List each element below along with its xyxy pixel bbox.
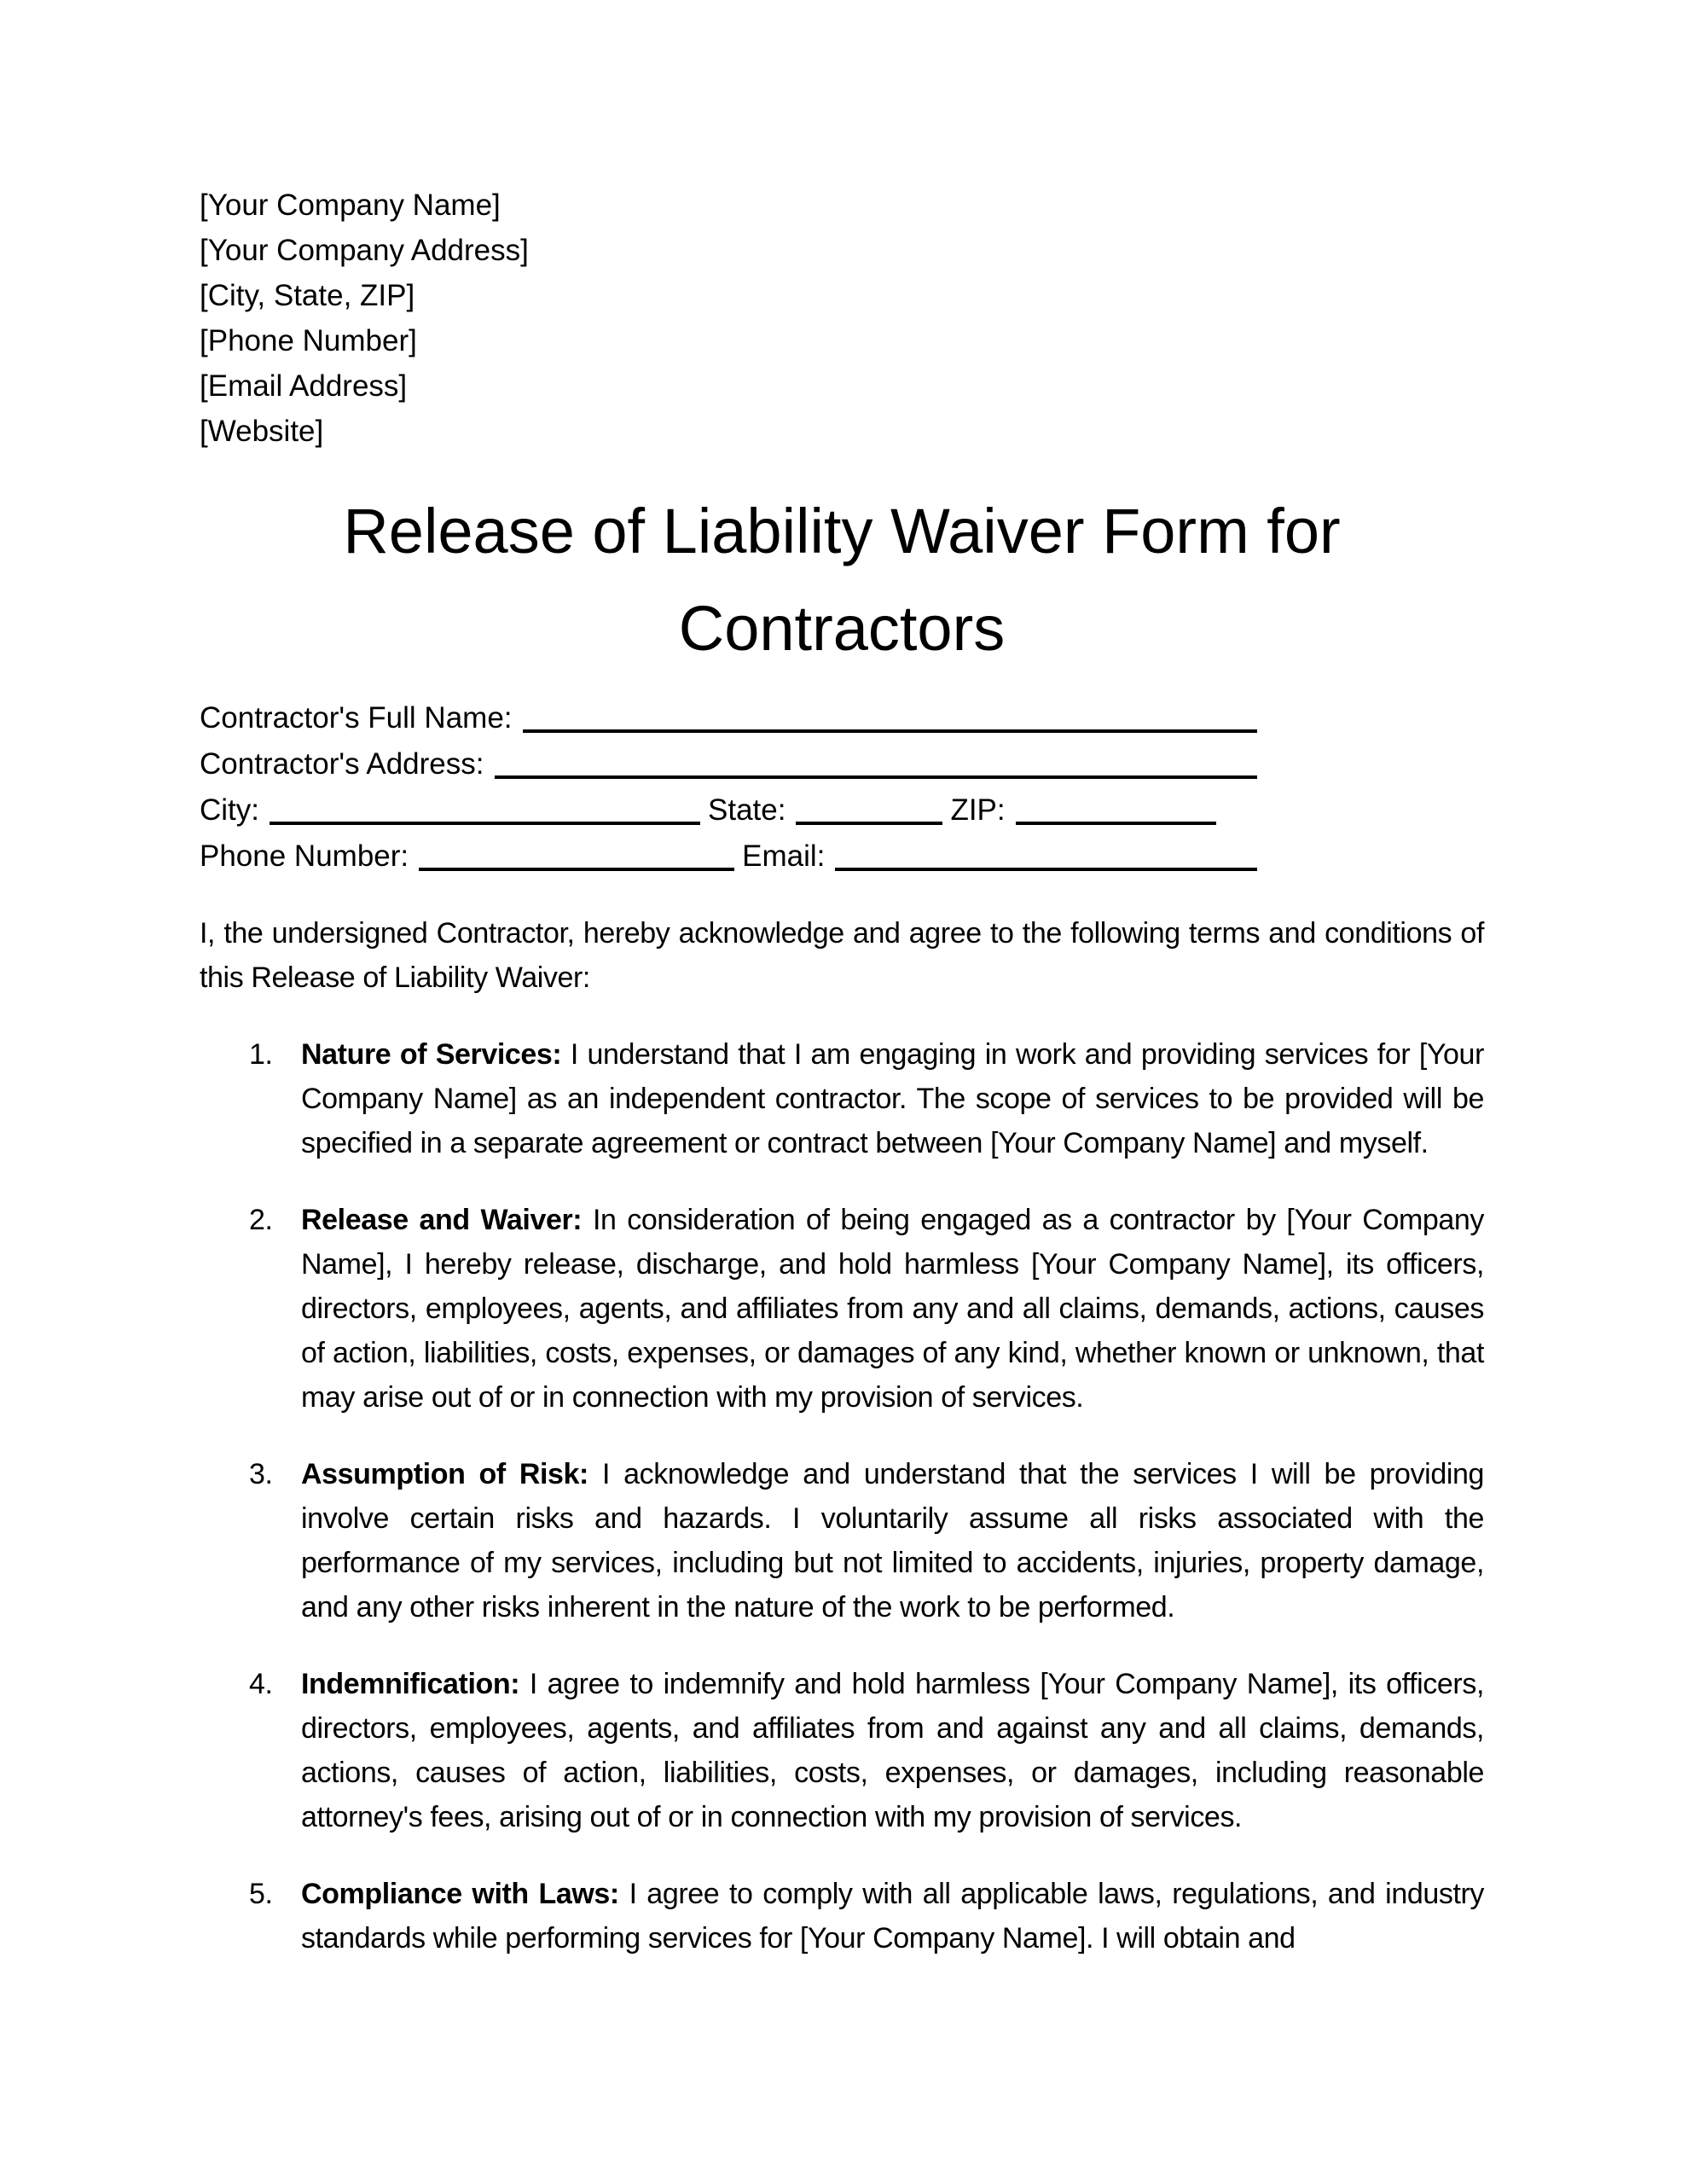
letterhead-company-name: [Your Company Name] — [200, 189, 501, 222]
email-input-line[interactable] — [835, 868, 1257, 871]
letterhead-city-state-zip: [City, State, ZIP] — [200, 279, 415, 312]
term-number: 1. — [249, 1038, 273, 1071]
zip-input-line[interactable] — [1016, 822, 1216, 825]
term-heading: Assumption of Risk: — [301, 1458, 588, 1490]
letterhead-phone: [Phone Number] — [200, 324, 417, 357]
term-number: 5. — [249, 1878, 273, 1910]
zip-label: ZIP: — [950, 793, 1006, 827]
email-label: Email: — [742, 839, 826, 873]
city-label: City: — [200, 793, 259, 827]
term-body-text: In consideration of being engaged as a contractor by [Your Company Name], I hereby release, discharge, and hold harmless [Your Company Name], its officers, directors, employees, agents, and affiliates from any and all claims, demands, actions, causes of action, liabilities, costs, expenses, or damages of any kind, whether known or unknown, that may arise out of or in connection with my provision of services. — [301, 1204, 1485, 1414]
term-item-compliance-with-laws — [200, 1872, 1484, 1960]
term-item-assumption-of-risk — [200, 1452, 1484, 1629]
address-input-line[interactable] — [495, 775, 1258, 779]
term-item-indemnification — [200, 1662, 1484, 1839]
term-heading: Indemnification: — [301, 1668, 520, 1700]
term-number: 3. — [249, 1458, 273, 1490]
state-label: State: — [708, 793, 786, 827]
letterhead-email: [Email Address] — [200, 369, 408, 403]
field-row-full-name — [200, 689, 1257, 735]
term-number: 2. — [249, 1204, 273, 1236]
page-title: Release of Liability Waiver Form for Contractors — [343, 496, 1341, 664]
term-heading: Nature of Services: — [301, 1038, 562, 1071]
term-body-text: I acknowledge and understand that the services I will be providing involve certain risks and hazards. I voluntarily assume all risks associated with the performance of my services, including but not limited to accidents, injuries, property damage, and any other risks inherent in the nature of the work to be performed. — [301, 1458, 1484, 1623]
term-text — [301, 1032, 1484, 1165]
full-name-input-line[interactable] — [523, 729, 1257, 733]
term-body-text: I understand that I am engaging in work and providing services for [Your Company Name] as an independent contractor. The scope of services to be provided will be specified in a separate agreement or contract between [Your Company Name] and myself. — [301, 1038, 1484, 1159]
letterhead — [200, 183, 1484, 454]
field-row-address — [200, 735, 1257, 781]
term-text — [301, 1872, 1484, 1960]
term-body-text: I agree to comply with all applicable laws, regulations, and industry standards while performing services for [Your Company Name]. I will obtain and — [301, 1878, 1485, 1955]
contractor-info-section — [200, 689, 1257, 874]
term-body-text: I agree to indemnify and hold harmless [Your Company Name], its officers, directors, employees, agents, and affiliates from and against any and all claims, demands, actions, causes of action, liabilities, costs, expenses, or damages, including reasonable attorney's fees, arising out of or in connection with my provision of services. — [301, 1668, 1484, 1833]
field-row-phone-email — [200, 828, 1257, 874]
address-label: Contractor's Address: — [200, 746, 484, 781]
term-heading: Release and Waiver: — [301, 1204, 583, 1236]
term-heading: Compliance with Laws: — [301, 1878, 619, 1910]
city-input-line[interactable] — [270, 822, 700, 825]
state-input-line[interactable] — [796, 822, 942, 825]
phone-label: Phone Number: — [200, 839, 409, 873]
terms-list — [200, 1032, 1484, 1960]
term-item-release-and-waiver — [200, 1198, 1484, 1420]
letterhead-website: [Website] — [200, 415, 324, 448]
intro-paragraph: I, the undersigned Contractor, hereby acknowledge and agree to the following terms and conditions of this Release of Liability Waiver: — [200, 917, 1484, 994]
term-text — [301, 1452, 1484, 1629]
letterhead-company-address: [Your Company Address] — [200, 234, 529, 267]
term-text — [301, 1662, 1484, 1839]
phone-input-line[interactable] — [419, 868, 734, 871]
term-item-nature-of-services — [200, 1032, 1484, 1165]
term-number: 4. — [249, 1668, 273, 1700]
full-name-label: Contractor's Full Name: — [200, 700, 513, 735]
field-row-city-state-zip — [200, 781, 1257, 828]
term-text — [301, 1198, 1484, 1420]
